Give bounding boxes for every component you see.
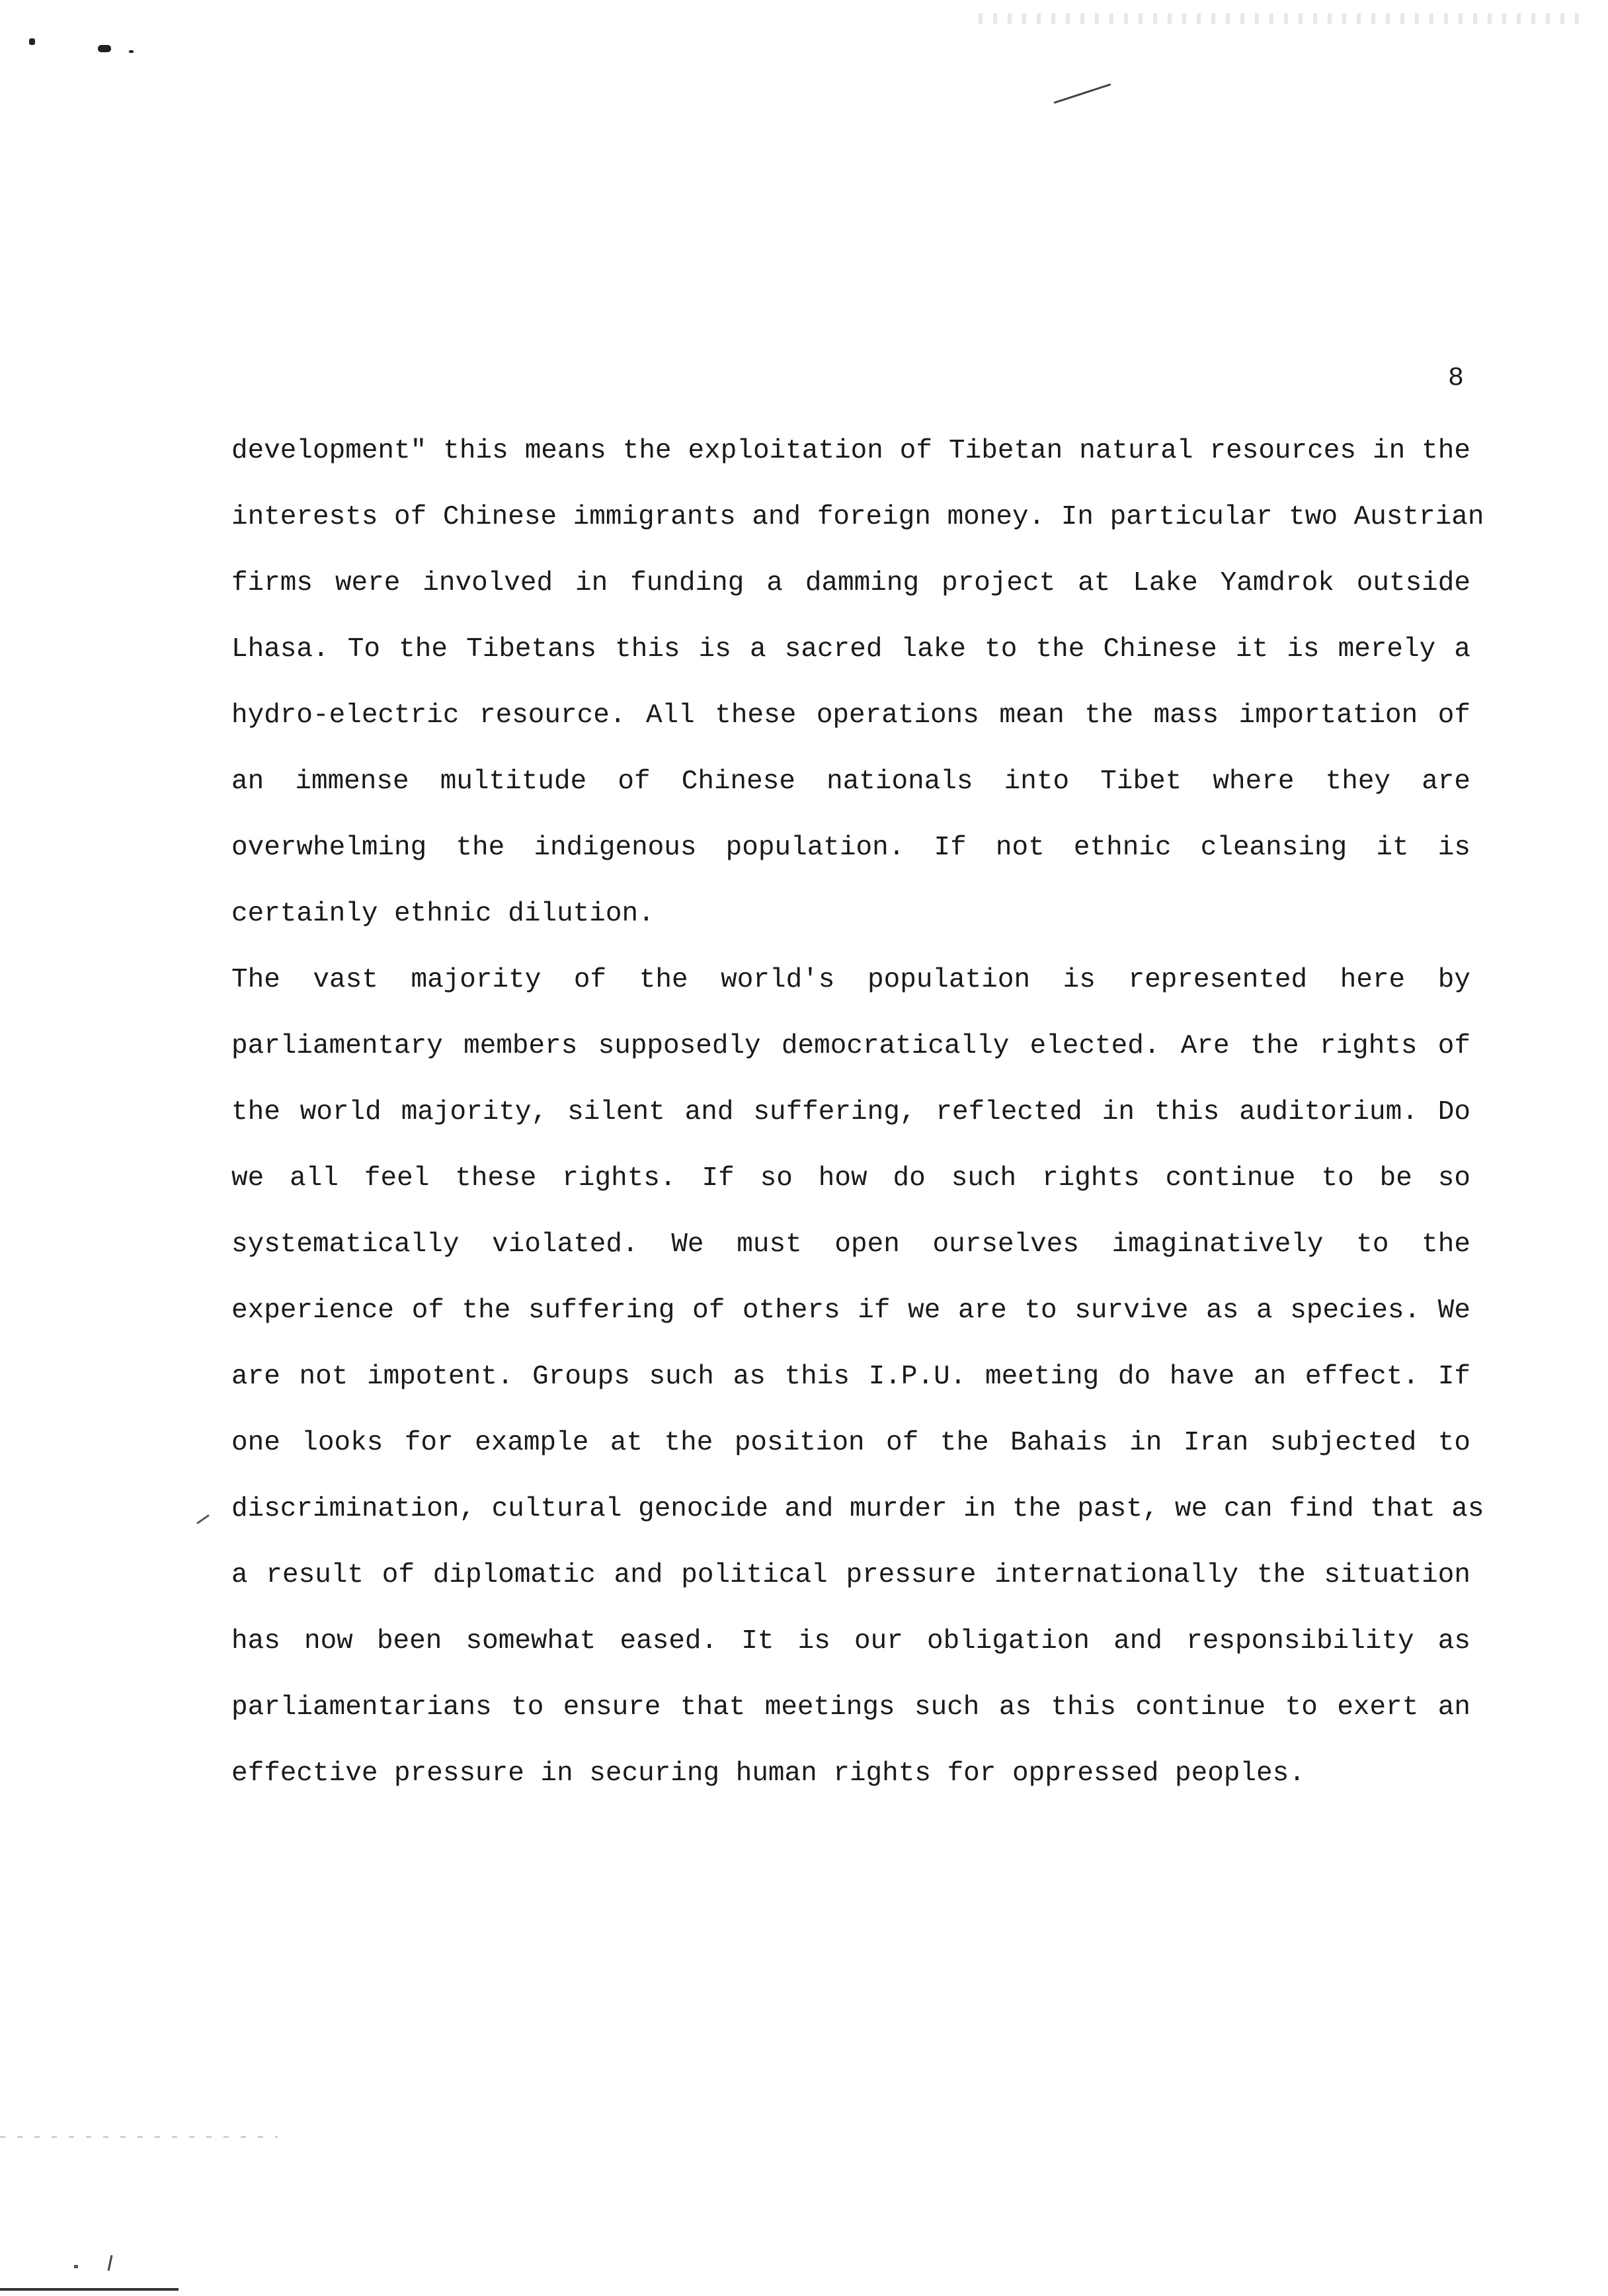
scan-noise-top bbox=[979, 13, 1587, 24]
text-line: hydro-electric resource. All these operations mean the mass importation of bbox=[231, 700, 1470, 731]
scan-mark bbox=[29, 38, 35, 45]
text-line: has now been somewhat eased. It is our obligation and responsibility as bbox=[231, 1626, 1470, 1657]
text-line: effective pressure in securing human rights for oppressed peoples. bbox=[231, 1758, 1305, 1789]
text-line: one looks for example at the position of the Bahais in Iran subjected to bbox=[231, 1428, 1470, 1458]
scan-mark bbox=[74, 2265, 78, 2268]
scan-mark bbox=[129, 50, 134, 53]
text-line: The vast majority of the world's population is represented here by bbox=[231, 965, 1470, 995]
text-line: experience of the suffering of others if we are to survive as a species. We bbox=[231, 1295, 1470, 1326]
scan-noise-bottom bbox=[0, 2136, 278, 2138]
scan-mark bbox=[196, 1514, 210, 1524]
text-line: an immense multitude of Chinese nationals into Tibet where they are bbox=[231, 766, 1470, 797]
scan-mark bbox=[108, 2255, 113, 2271]
scan-mark bbox=[1054, 83, 1111, 104]
text-line: are not impotent. Groups such as this I.P.U. meeting do have an effect. If bbox=[231, 1362, 1470, 1392]
text-line: overwhelming the indigenous population. If not ethnic cleansing it is bbox=[231, 833, 1470, 863]
body-text bbox=[231, 418, 1484, 1807]
page-number: 8 bbox=[1448, 364, 1465, 393]
text-line: the world majority, silent and suffering, reflected in this auditorium. Do bbox=[231, 1097, 1470, 1128]
text-line: a result of diplomatic and political pressure internationally the situation bbox=[231, 1560, 1470, 1590]
text-line: Lhasa. To the Tibetans this is a sacred lake to the Chinese it is merely a bbox=[231, 634, 1470, 665]
text-line: development" this means the exploitation of Tibetan natural resources in the bbox=[231, 436, 1470, 466]
text-line: certainly ethnic dilution. bbox=[231, 899, 655, 929]
text-line: firms were involved in funding a damming project at Lake Yamdrok outside bbox=[231, 568, 1470, 598]
scan-mark bbox=[98, 45, 111, 52]
scan-edge-line bbox=[0, 2288, 179, 2291]
text-line: parliamentary members supposedly democratically elected. Are the rights of bbox=[231, 1031, 1470, 1061]
text-line: systematically violated. We must open ourselves imaginatively to the bbox=[231, 1229, 1470, 1260]
text-line: interests of Chinese immigrants and foreign money. In particular two Austrian bbox=[231, 502, 1484, 532]
text-line: we all feel these rights. If so how do such rights continue to be so bbox=[231, 1163, 1470, 1194]
text-line: discrimination, cultural genocide and murder in the past, we can find that as bbox=[231, 1494, 1484, 1524]
text-line: parliamentarians to ensure that meetings such as this continue to exert an bbox=[231, 1692, 1470, 1723]
